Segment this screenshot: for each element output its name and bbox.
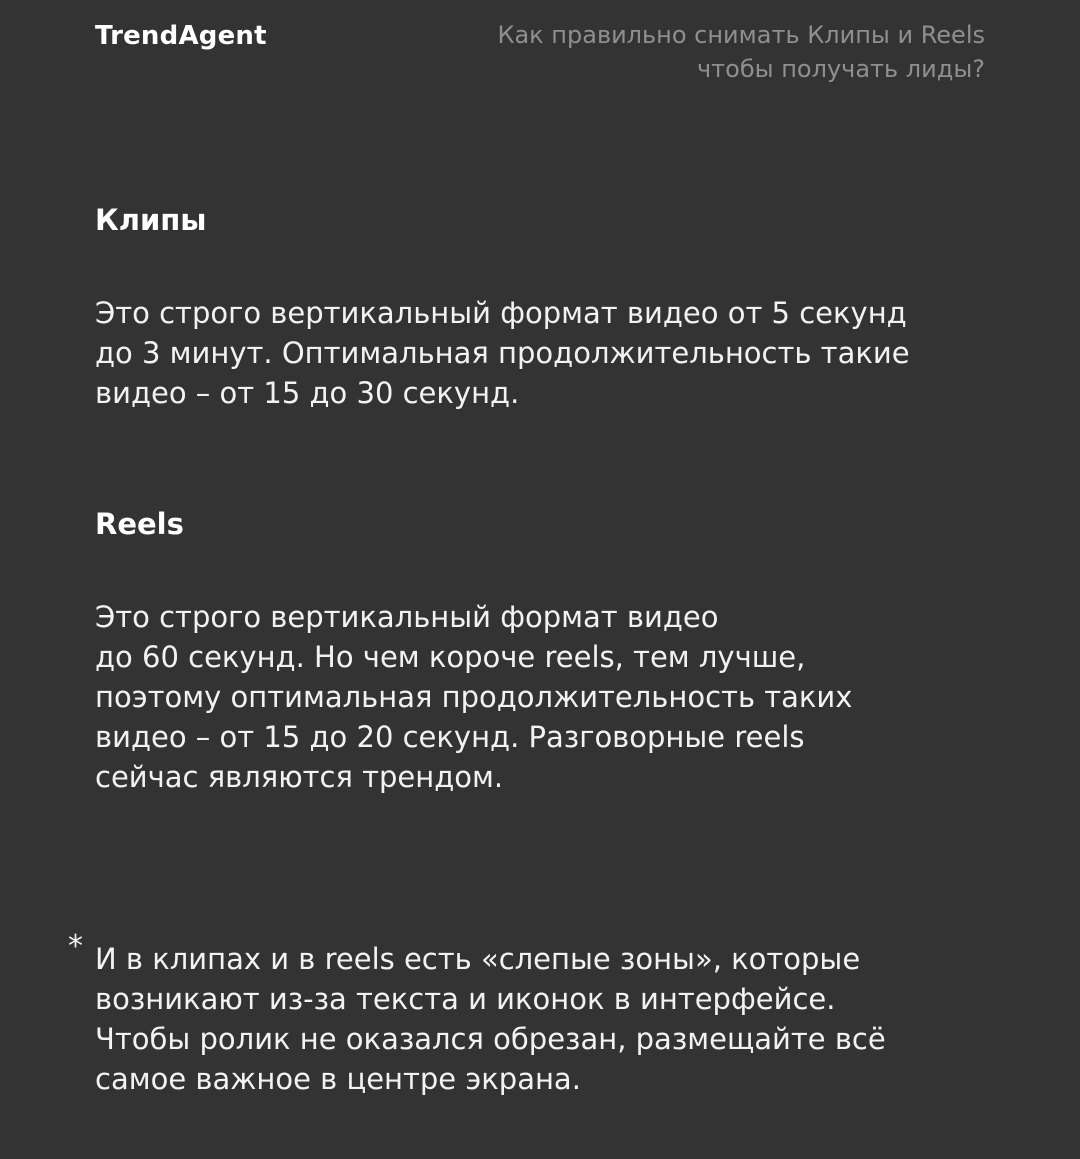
page-header-title: Как правильно снимать Клипы и Reels чтобы получать лиды? [497,21,985,83]
footnote-asterisk: * [68,929,83,964]
footnote-text: И в клипах и в reels есть «слепые зоны», которые возникают из-за текста и иконок в интерфейсе. Чтобы ролик не оказался обрезан, размещайте всё самое важное в центре экрана. [95,942,886,1096]
section-heading-reels: Reels [95,507,184,541]
section-text-clips: Это строго вертикальный формат видео от 5 секунд до 3 минут. Оптимальная продолжительность такие видео – от 15 до 30 секунд. [95,296,910,410]
brand-logo-text: TrendAgent [95,21,267,51]
section-heading-clips: Клипы [95,203,207,237]
section-text-reels: Это строго вертикальный формат видео до 60 секунд. Но чем короче reels, тем лучше, поэтому оптимальная продолжительность таких видео – от 15 до 20 секунд. Разговорные reels сейчас являются трендом. [95,600,853,794]
